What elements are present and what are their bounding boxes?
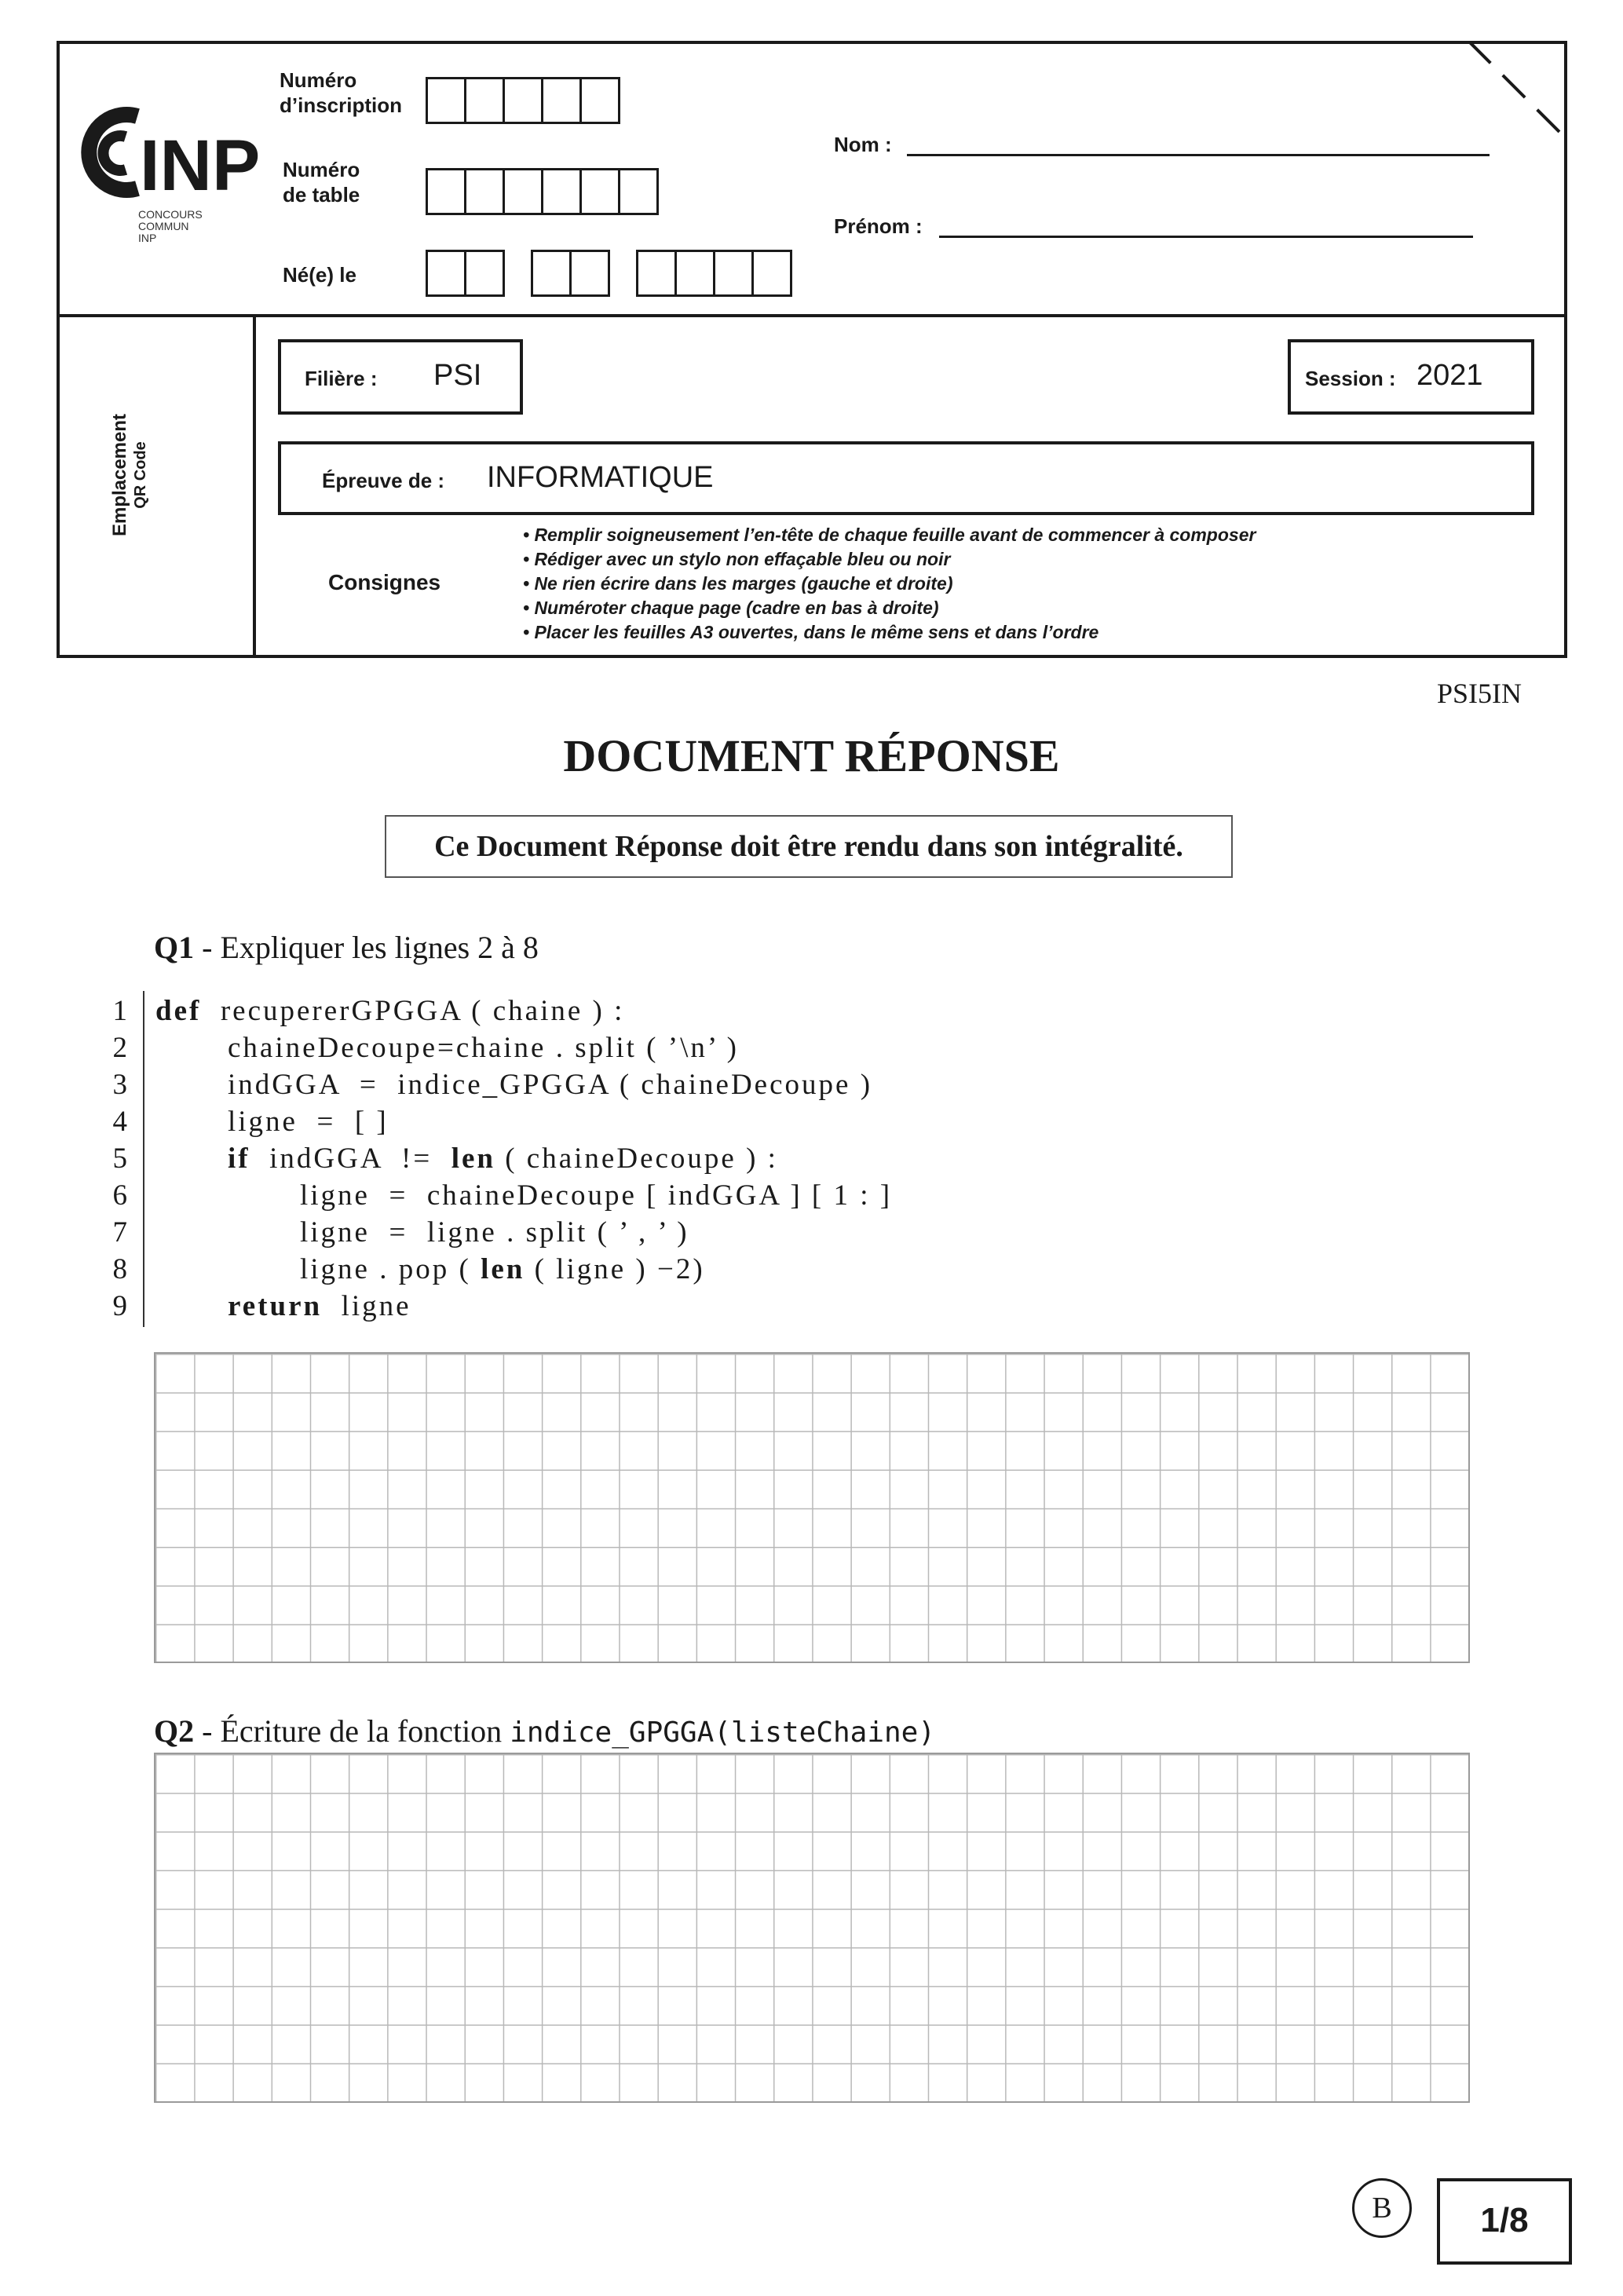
code-line-3: indGGA = indice_GPGGA ( chaineDecoupe ) bbox=[228, 1069, 873, 1101]
code-listing bbox=[155, 993, 1255, 1326]
line-number: 4 bbox=[112, 1106, 127, 1138]
session-value: 2021 bbox=[1416, 359, 1483, 392]
prenom-field[interactable] bbox=[939, 236, 1473, 238]
code-line-9: return ligne bbox=[228, 1290, 411, 1322]
line-number: 3 bbox=[112, 1069, 127, 1101]
q1-number: Q1 bbox=[154, 930, 195, 965]
logo-subtitle-1: CONCOURS bbox=[138, 208, 203, 221]
line-number: 6 bbox=[112, 1179, 127, 1212]
line-number: 7 bbox=[112, 1216, 127, 1249]
inp-logo bbox=[79, 94, 267, 251]
inscription-number-boxes[interactable] bbox=[426, 77, 618, 124]
table-label-1: Numéro bbox=[283, 158, 360, 181]
q2-heading bbox=[154, 1712, 935, 1753]
born-day-boxes[interactable] bbox=[426, 250, 503, 297]
code-line-4: ligne = [ ] bbox=[228, 1106, 389, 1138]
born-label: Né(e) le bbox=[283, 263, 356, 287]
page-title: DOCUMENT RÉPONSE bbox=[563, 730, 1060, 781]
born-month-boxes[interactable] bbox=[531, 250, 608, 297]
inp-logo-mark-icon bbox=[79, 94, 267, 212]
table-label-2: de table bbox=[283, 183, 360, 207]
filiere-value: PSI bbox=[433, 359, 482, 392]
consignes-label: Consignes bbox=[328, 570, 441, 594]
q2-answer-grid[interactable] bbox=[154, 1753, 1470, 2103]
code-line-6: ligne = chaineDecoupe [ indGGA ] [ 1 : ] bbox=[300, 1179, 893, 1212]
qr-column-divider bbox=[253, 316, 256, 658]
logo-subtitle-3: INP bbox=[138, 232, 157, 244]
consignes-list bbox=[523, 523, 1256, 645]
code-line-2: chaineDecoupe=chaine . split ( ’\n’ ) bbox=[228, 1032, 740, 1064]
filiere-label: Filière : bbox=[305, 367, 378, 390]
q2-function-name: indice_GPGGA(listeChaine) bbox=[510, 1717, 936, 1749]
q1-text: - Expliquer les lignes 2 à 8 bbox=[194, 930, 539, 965]
epreuve-value: INFORMATIQUE bbox=[487, 461, 714, 494]
consigne-item: • Remplir soigneusement l’en-tête de chaque feuille avant de commencer à composer bbox=[523, 525, 1256, 545]
line-number: 2 bbox=[112, 1032, 127, 1064]
epreuve-label: Épreuve de : bbox=[322, 469, 445, 492]
code-line-5: if indGGA != len ( chaineDecoupe ) : bbox=[228, 1143, 778, 1175]
header-divider bbox=[57, 314, 1567, 317]
notice-box: Ce Document Réponse doit être rendu dans son intégralité. bbox=[385, 815, 1233, 878]
q1-heading bbox=[154, 928, 539, 967]
version-badge: B bbox=[1352, 2178, 1412, 2238]
prenom-label: Prénom : bbox=[834, 214, 923, 238]
page-number-box: 1/8 bbox=[1437, 2178, 1572, 2265]
nom-field[interactable] bbox=[907, 154, 1490, 156]
code-line-1: def recupererGPGGA ( chaine ) : bbox=[155, 995, 625, 1027]
consigne-item: • Rédiger avec un stylo non effaçable bleu ou noir bbox=[523, 549, 951, 569]
table-number-boxes[interactable] bbox=[426, 168, 656, 215]
inscription-label-2: d’inscription bbox=[280, 93, 402, 117]
line-number: 8 bbox=[112, 1253, 127, 1285]
line-number: 9 bbox=[112, 1290, 127, 1322]
code-line-numbers bbox=[96, 993, 143, 1326]
code-gutter-line bbox=[143, 991, 144, 1327]
filiere-box bbox=[278, 339, 523, 415]
qr-label-1: Emplacement bbox=[109, 413, 130, 537]
born-year-boxes[interactable] bbox=[636, 250, 790, 297]
consigne-item: • Numéroter chaque page (cadre en bas à droite) bbox=[523, 598, 939, 618]
logo-subtitle-2: COMMUN bbox=[138, 220, 189, 232]
consigne-item: • Placer les feuilles A3 ouvertes, dans le même sens et dans l’ordre bbox=[523, 622, 1099, 642]
nom-label: Nom : bbox=[834, 133, 892, 156]
line-number: 1 bbox=[112, 995, 127, 1027]
code-line-8: ligne . pop ( len ( ligne ) −2) bbox=[300, 1253, 705, 1285]
qr-label-2: QR Code bbox=[132, 441, 149, 509]
q2-text: - Écriture de la fonction bbox=[194, 1713, 510, 1749]
logo-text: INP bbox=[140, 126, 261, 206]
inscription-label-1: Numéro bbox=[280, 68, 357, 92]
code-line-7: ligne = ligne . split ( ’ , ’ ) bbox=[300, 1216, 689, 1249]
session-label: Session : bbox=[1305, 367, 1396, 390]
document-code: PSI5IN bbox=[1437, 678, 1522, 709]
q1-answer-grid[interactable] bbox=[154, 1352, 1470, 1663]
q2-number: Q2 bbox=[154, 1713, 195, 1749]
corner-fold-mark bbox=[1468, 41, 1570, 143]
session-box bbox=[1288, 339, 1534, 415]
consigne-item: • Ne rien écrire dans les marges (gauche et droite) bbox=[523, 573, 953, 594]
line-number: 5 bbox=[112, 1143, 127, 1175]
epreuve-box bbox=[278, 441, 1534, 515]
qr-code-placeholder bbox=[110, 408, 151, 542]
